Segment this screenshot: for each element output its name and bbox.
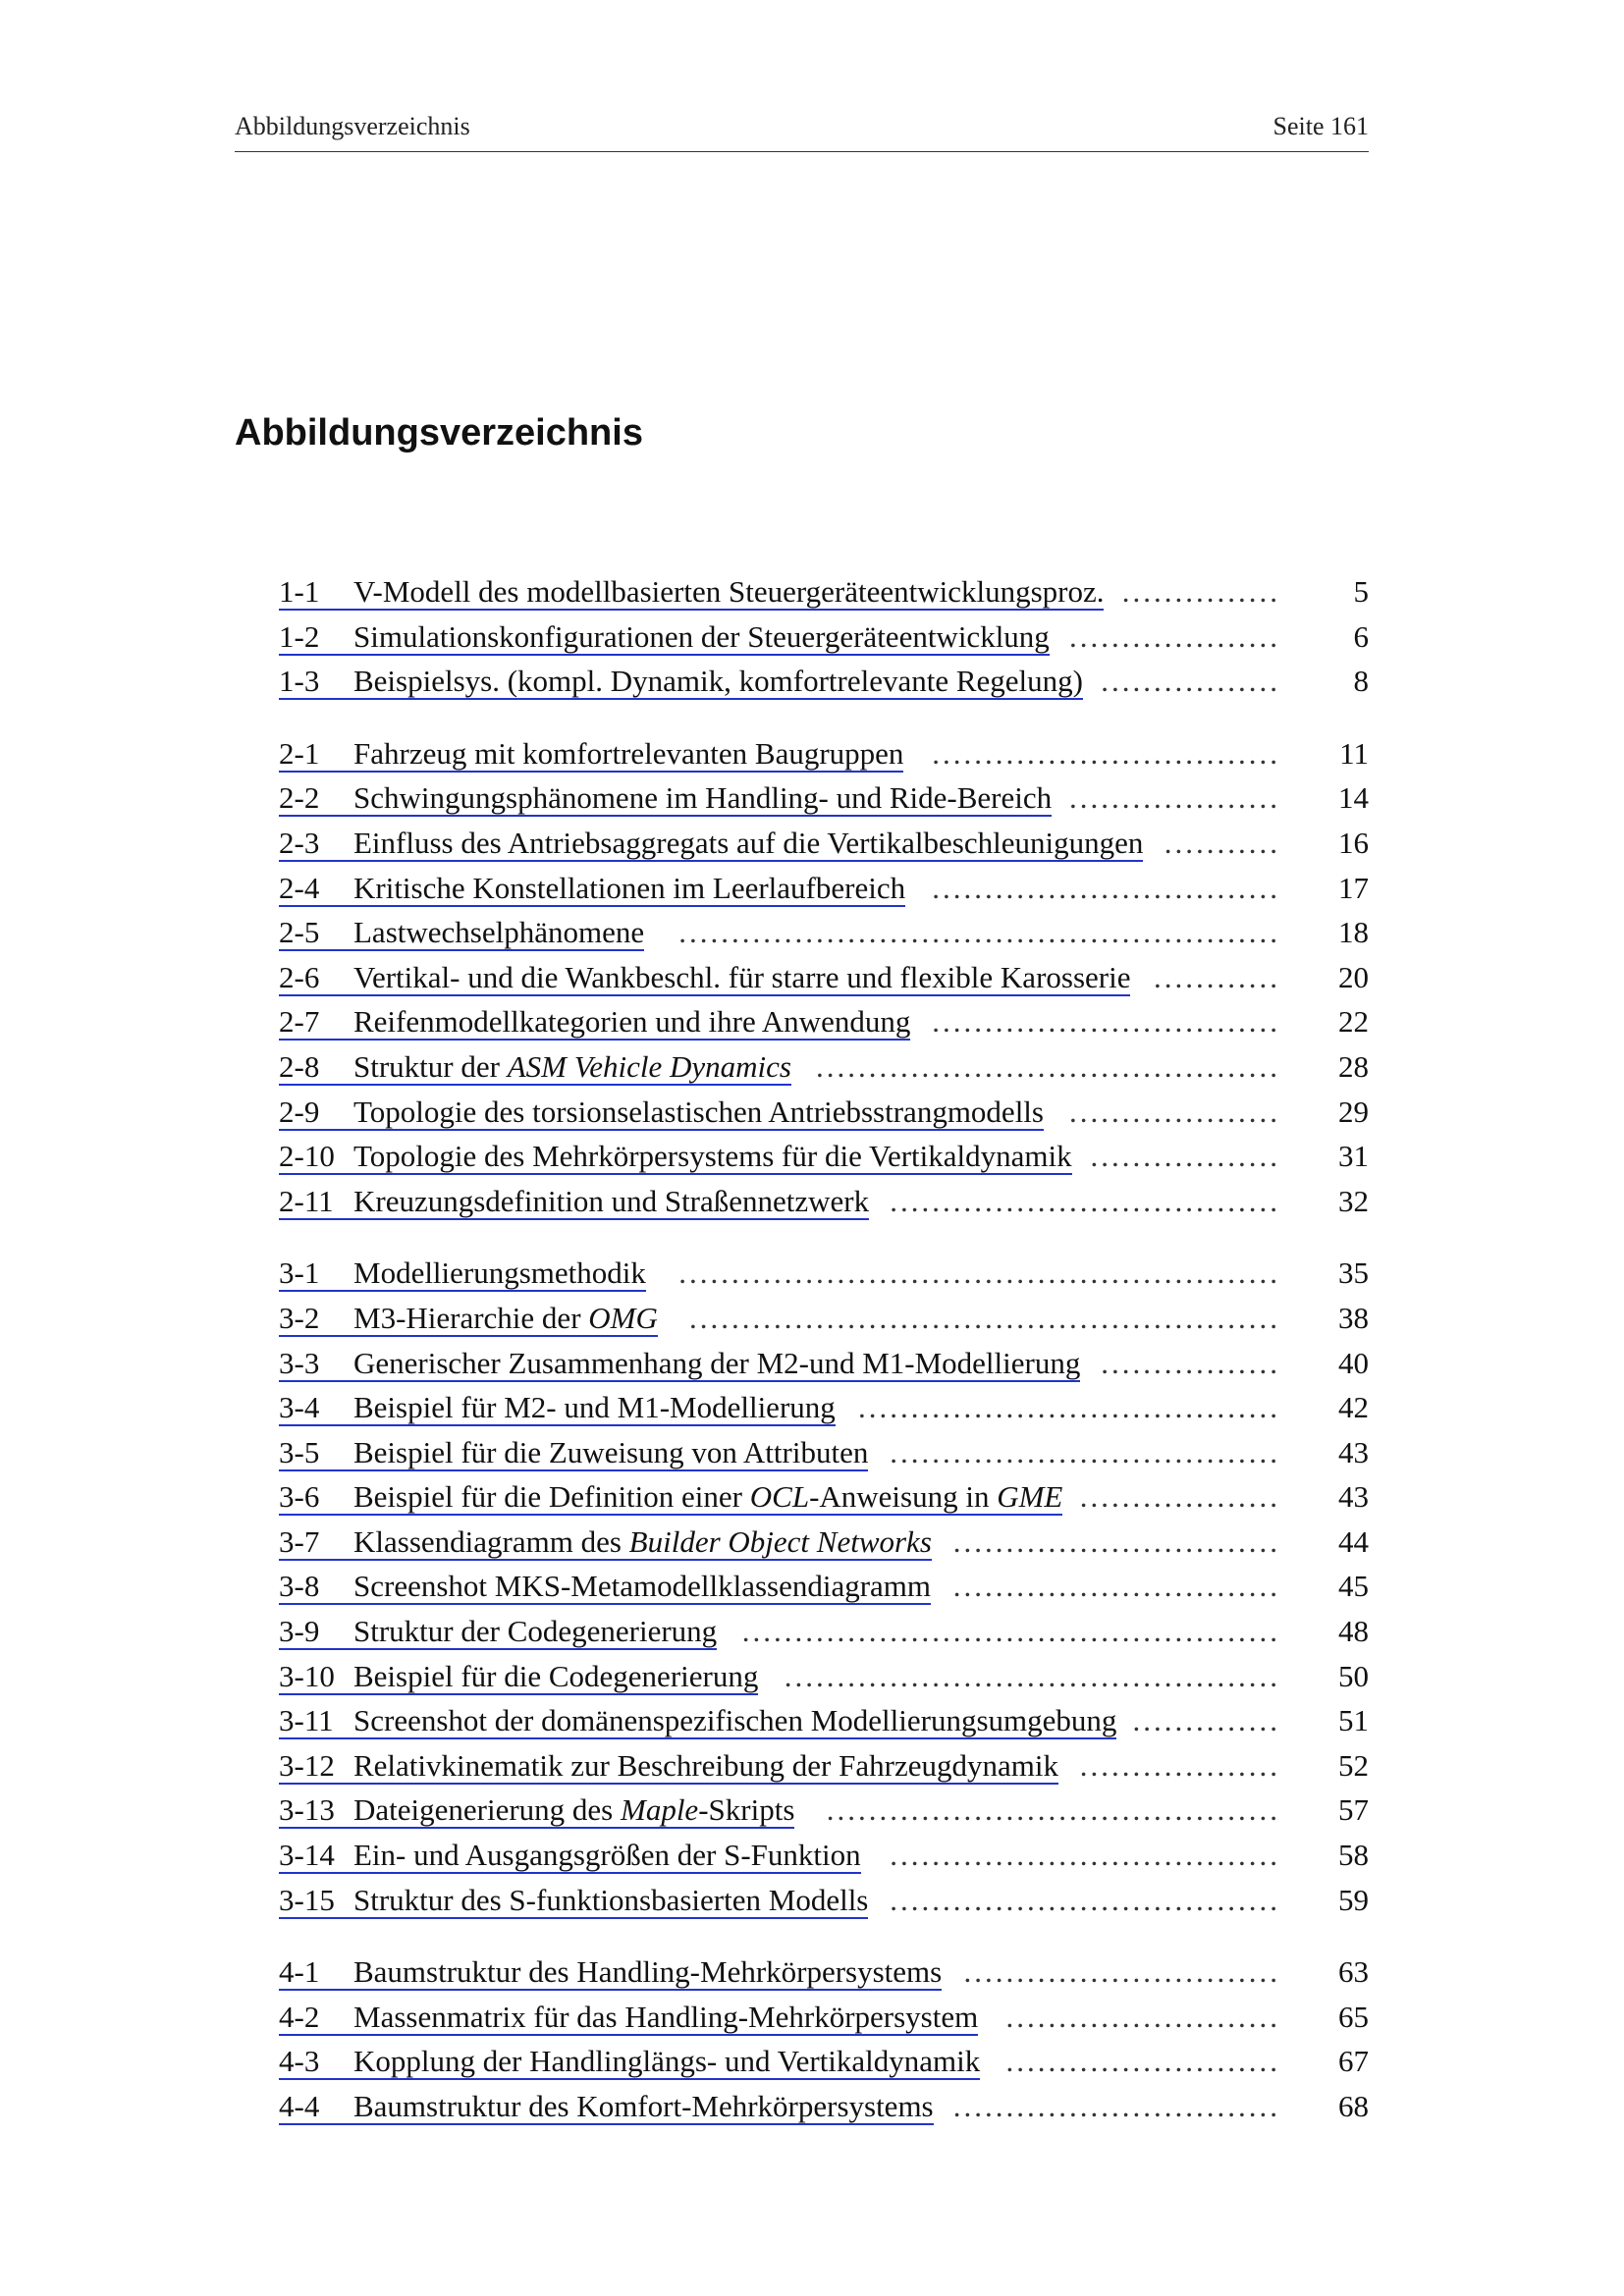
list-of-figures: [279, 575, 1369, 2163]
figure-link[interactable]: [279, 1884, 868, 1919]
figure-link[interactable]: [279, 1525, 932, 1561]
figure-title-segment: Beispiel für die Zuweisung von Attributen: [353, 1434, 869, 1469]
running-header: [235, 112, 1369, 152]
figure-number: 1-3: [279, 664, 320, 699]
figure-number: 3-6: [279, 1479, 320, 1515]
toc-entry: [279, 827, 1369, 872]
toc-entry: [279, 961, 1369, 1006]
dot-leader: .........................................................: [678, 1255, 1280, 1291]
figure-title-segment: Beispielsys. (kompl. Dynamik, komfortrelevante Regelung): [353, 664, 1083, 699]
toc-entry: [279, 1749, 1369, 1794]
figure-title: [353, 1792, 794, 1827]
figure-title-segment: Massenmatrix für das Handling-Mehrkörpersystem: [353, 1999, 979, 2034]
figure-link[interactable]: [279, 2045, 980, 2080]
figure-number: 3-12: [279, 1747, 335, 1783]
figure-title: [353, 1614, 717, 1648]
toc-entry: [279, 1615, 1369, 1660]
dot-leader: ........................................: [858, 1390, 1280, 1425]
figure-link[interactable]: [279, 1955, 942, 1991]
toc-entry: [279, 1005, 1369, 1050]
dot-leader: ........................................................: [689, 1300, 1280, 1335]
dot-leader: ...........: [1164, 825, 1280, 860]
figure-title-segment: Fahrzeug mit komfortrelevanten Baugruppen: [353, 735, 904, 771]
figure-title-segment: Relativkinematik zur Beschreibung der Fahrzeugdynamik: [353, 1747, 1058, 1783]
page-number: 28: [1338, 1048, 1369, 1084]
toc-entry: [279, 737, 1369, 782]
page-number: 42: [1338, 1390, 1369, 1425]
page-number: 45: [1338, 1569, 1369, 1604]
figure-link[interactable]: [279, 1256, 646, 1292]
figure-link[interactable]: [279, 872, 905, 907]
figure-title: [353, 1569, 931, 1603]
figure-title-segment: Vertikal- und die Wankbeschl. für starre und flexible Karosserie: [353, 959, 1131, 994]
figure-link[interactable]: [279, 916, 644, 951]
dot-leader: ....................: [1069, 1094, 1280, 1129]
figure-number: 2-1: [279, 735, 320, 771]
figure-number: 3-11: [279, 1703, 334, 1738]
figure-group: [279, 575, 1369, 710]
figure-title-segment: Beispiel für M2- und M1-Modellierung: [353, 1390, 836, 1425]
figure-number: 3-3: [279, 1345, 320, 1380]
figure-title: [353, 1748, 1058, 1783]
page-number: 44: [1338, 1523, 1369, 1559]
page-number: 43: [1338, 1434, 1369, 1469]
toc-entry: [279, 1050, 1369, 1095]
toc-entry: [279, 1256, 1369, 1302]
dot-leader: ..............: [1132, 1703, 1280, 1738]
toc-entry: [279, 1436, 1369, 1481]
page-number: 17: [1338, 870, 1369, 905]
figure-link[interactable]: [279, 1050, 791, 1086]
page-number: 59: [1338, 1882, 1369, 1917]
figure-number: 4-3: [279, 2044, 320, 2079]
page-number: 8: [1353, 664, 1369, 699]
page-number: 29: [1338, 1094, 1369, 1129]
figure-title-segment: OMG: [588, 1300, 658, 1335]
figure-link[interactable]: [279, 1347, 1080, 1382]
toc-entry: [279, 781, 1369, 827]
figure-title: [353, 915, 644, 949]
dot-leader: ...................: [1079, 1479, 1280, 1515]
page-number: 50: [1338, 1658, 1369, 1693]
dot-leader: ....................: [1069, 618, 1280, 654]
figure-title: [353, 664, 1083, 698]
toc-entry: [279, 1302, 1369, 1347]
toc-entry: [279, 2045, 1369, 2090]
page-number: 5: [1353, 574, 1369, 609]
figure-number: 4-1: [279, 1954, 320, 1990]
figure-title: [353, 619, 1050, 654]
page-number: 40: [1338, 1345, 1369, 1380]
figure-link[interactable]: [279, 1302, 658, 1337]
figure-title: [353, 1255, 646, 1290]
figure-title-segment: Baumstruktur des Komfort-Mehrkörpersystems: [353, 2089, 934, 2123]
page-number: 16: [1338, 825, 1369, 860]
toc-entry: [279, 1140, 1369, 1185]
figure-number: 2-7: [279, 1004, 320, 1040]
figure-number: 3-15: [279, 1882, 335, 1917]
page-number: 51: [1338, 1703, 1369, 1738]
figure-link[interactable]: [279, 1749, 1058, 1785]
figure-title-segment: -Skripts: [698, 1792, 795, 1828]
dot-leader: ...............................................: [784, 1658, 1280, 1693]
figure-number: 3-7: [279, 1523, 320, 1559]
figure-title-segment: Simulationskonfigurationen der Steuergeräteentwicklung: [353, 618, 1050, 654]
figure-number: 2-6: [279, 959, 320, 994]
figure-title-segment: Klassendiagramm des: [353, 1523, 629, 1559]
page-number: 52: [1338, 1747, 1369, 1783]
figure-link[interactable]: [279, 1704, 1116, 1739]
dot-leader: ...................................................: [741, 1614, 1280, 1649]
figure-title: [353, 1139, 1072, 1173]
figure-title-segment: Screenshot MKS-Metamodellklassendiagramm: [353, 1569, 932, 1604]
figure-title: [353, 2089, 934, 2123]
figure-number: 2-5: [279, 915, 320, 950]
figure-number: 3-8: [279, 1569, 320, 1604]
figure-title: [353, 1095, 1044, 1129]
toc-entry: [279, 872, 1369, 917]
dot-leader: ............................................: [816, 1048, 1280, 1084]
figure-title: [353, 1049, 791, 1084]
figure-title-segment: Lastwechselphänomene: [353, 915, 645, 950]
page-number: 65: [1338, 1999, 1369, 2034]
figure-number: 1-1: [279, 574, 320, 609]
page-number: 20: [1338, 959, 1369, 994]
figure-link[interactable]: [279, 1436, 868, 1471]
toc-entry: [279, 575, 1369, 620]
dot-leader: .....................................: [890, 1882, 1280, 1917]
page-number: 63: [1338, 1954, 1369, 1990]
figure-title-segment: Struktur der: [353, 1048, 508, 1084]
figure-title-segment: Generischer Zusammenhang der M2-und M1-Modellierung: [353, 1345, 1081, 1380]
toc-entry: [279, 1095, 1369, 1141]
figure-number: 3-5: [279, 1434, 320, 1469]
figure-link[interactable]: [279, 737, 903, 773]
dot-leader: ....................: [1069, 780, 1280, 816]
figure-link[interactable]: [279, 1480, 1062, 1516]
figure-title-segment: Modellierungsmethodik: [353, 1255, 646, 1291]
figure-title-segment: -Anweisung in: [809, 1479, 998, 1515]
page-number: 11: [1339, 735, 1369, 771]
dot-leader: ..............................: [963, 1954, 1280, 1990]
figure-title-segment: Baumstruktur des Handling-Mehrkörpersystems: [353, 1954, 943, 1990]
figure-title: [353, 871, 905, 905]
figure-link[interactable]: [279, 781, 1052, 817]
toc-entry: [279, 1955, 1369, 2001]
dot-leader: ...............................: [952, 1569, 1280, 1604]
dot-leader: ..........................: [1005, 1999, 1280, 2034]
figure-number: 4-4: [279, 2089, 320, 2123]
figure-number: 3-13: [279, 1792, 335, 1828]
figure-link[interactable]: [279, 1839, 861, 1874]
figure-title: [353, 826, 1143, 860]
figure-link[interactable]: [279, 1185, 869, 1220]
figure-title: [353, 1346, 1080, 1380]
figure-title-segment: Struktur der Codegenerierung: [353, 1614, 718, 1649]
dot-leader: ...........................................: [826, 1792, 1280, 1828]
toc-entry: [279, 2001, 1369, 2046]
figure-number: 3-1: [279, 1255, 320, 1291]
figure-number: 1-2: [279, 618, 320, 654]
figure-link[interactable]: [279, 575, 1104, 611]
toc-entry: [279, 1793, 1369, 1839]
figure-title-segment: Beispiel für die Definition einer: [353, 1479, 750, 1515]
dot-leader: .....................................: [890, 1434, 1280, 1469]
figure-title: [353, 1004, 910, 1039]
figure-title-segment: Schwingungsphänomene im Handling- und Ride-Bereich: [353, 780, 1053, 816]
figure-link[interactable]: [279, 1660, 758, 1695]
figure-link[interactable]: [279, 620, 1050, 656]
figure-number: 2-3: [279, 825, 320, 860]
figure-title: [353, 1390, 836, 1424]
figure-title: [353, 1435, 868, 1469]
figure-title-segment: Topologie des torsionselastischen Antriebsstrangmodells: [353, 1094, 1044, 1129]
dot-leader: .................: [1101, 1345, 1280, 1380]
toc-entry: [279, 1704, 1369, 1749]
figure-title: [353, 1184, 869, 1218]
figure-link[interactable]: [279, 1570, 931, 1605]
toc-entry: [279, 916, 1369, 961]
figure-group: [279, 1955, 1369, 2134]
toc-entry: [279, 1570, 1369, 1615]
figure-link[interactable]: [279, 1793, 794, 1829]
figure-group: [279, 737, 1369, 1230]
figure-title-segment: GME: [997, 1479, 1063, 1515]
figure-title-segment: ASM Vehicle Dynamics: [507, 1048, 791, 1084]
figure-number: 2-11: [279, 1183, 334, 1218]
page-number: 18: [1338, 915, 1369, 950]
figure-link[interactable]: [279, 827, 1143, 862]
toc-entry: [279, 620, 1369, 666]
toc-entry: [279, 1839, 1369, 1884]
page-number: 48: [1338, 1614, 1369, 1649]
figure-title-segment: Ein- und Ausgangsgrößen der S-Funktion: [353, 1838, 861, 1873]
figure-link[interactable]: [279, 1005, 910, 1041]
figure-title-segment: Einfluss des Antriebsaggregats auf die Vertikalbeschleunigungen: [353, 825, 1144, 860]
figure-title: [353, 2000, 978, 2034]
figure-title: [353, 780, 1052, 815]
toc-entry: [279, 1185, 1369, 1230]
toc-entry: [279, 665, 1369, 710]
figure-title-segment: Kopplung der Handlinglängs- und Vertikaldynamik: [353, 2044, 981, 2079]
figure-title: [353, 1479, 1062, 1514]
page-number: 35: [1338, 1255, 1369, 1291]
dot-leader: .........................................................: [678, 915, 1280, 950]
figure-title: [353, 1703, 1116, 1737]
dot-leader: ..................: [1090, 1139, 1280, 1174]
figure-title: [353, 574, 1104, 609]
figure-title-segment: Kreuzungsdefinition und Straßennetzwerk: [353, 1183, 870, 1218]
dot-leader: .................................: [932, 1004, 1280, 1040]
dot-leader: .................: [1101, 664, 1280, 699]
page-number: 68: [1338, 2089, 1369, 2123]
figure-title: [353, 1524, 932, 1559]
dot-leader: .....................................: [890, 1838, 1280, 1873]
figure-title: [353, 1954, 942, 1989]
page-number: 31: [1338, 1139, 1369, 1174]
page-number: 38: [1338, 1300, 1369, 1335]
toc-entry: [279, 1391, 1369, 1436]
figure-title-segment: Builder Object Networks: [628, 1523, 932, 1559]
figure-link[interactable]: [279, 2001, 978, 2036]
figure-title-segment: Beispiel für die Codegenerierung: [353, 1658, 759, 1693]
figure-title: [353, 960, 1130, 994]
dot-leader: ...............................: [952, 2089, 1280, 2123]
figure-title-segment: M3-Hierarchie der: [353, 1300, 589, 1335]
page-number: 43: [1338, 1479, 1369, 1515]
dot-leader: ...............: [1121, 574, 1280, 609]
figure-title: [353, 1883, 868, 1917]
figure-link[interactable]: [279, 1140, 1072, 1175]
dot-leader: ...................: [1079, 1747, 1280, 1783]
dot-leader: .................................: [932, 735, 1280, 771]
dot-leader: ............: [1154, 959, 1280, 994]
figure-title: [353, 2044, 980, 2078]
toc-entry: [279, 1525, 1369, 1571]
page-number: 6: [1353, 618, 1369, 654]
figure-number: 4-2: [279, 1999, 320, 2034]
page-number: 58: [1338, 1838, 1369, 1873]
toc-entry: [279, 1884, 1369, 1929]
toc-entry: [279, 1660, 1369, 1705]
figure-number: 2-9: [279, 1094, 320, 1129]
figure-number: 2-4: [279, 870, 320, 905]
toc-entry: [279, 1480, 1369, 1525]
figure-title-segment: Reifenmodellkategorien und ihre Anwendung: [353, 1004, 911, 1040]
header-section-title: Abbildungsverzeichnis: [235, 112, 470, 140]
figure-title-segment: V-Modell des modellbasierten Steuergeräteentwicklungsproz.: [353, 574, 1105, 609]
figure-number: 2-8: [279, 1048, 320, 1084]
page-title: Abbildungsverzeichnis: [235, 412, 643, 454]
figure-number: 3-14: [279, 1838, 335, 1873]
figure-number: 2-10: [279, 1139, 335, 1174]
figure-title-segment: Struktur des S-funktionsbasierten Modells: [353, 1882, 869, 1917]
figure-link[interactable]: [279, 2090, 934, 2125]
figure-number: 3-9: [279, 1614, 320, 1649]
figure-title-segment: Topologie des Mehrkörpersystems für die Vertikaldynamik: [353, 1139, 1072, 1174]
figure-title-segment: OCL: [749, 1479, 810, 1515]
figure-number: 3-10: [279, 1658, 335, 1693]
figure-title: [353, 1659, 758, 1693]
page-number: 14: [1338, 780, 1369, 816]
figure-number: 3-2: [279, 1300, 320, 1335]
header-page-number: Seite 161: [1272, 112, 1369, 140]
figure-title-segment: Kritische Konstellationen im Leerlaufbereich: [353, 870, 906, 905]
figure-title: [353, 736, 903, 771]
figure-title: [353, 1838, 861, 1872]
dot-leader: .................................: [932, 870, 1280, 905]
figure-link[interactable]: [279, 1615, 717, 1650]
figure-title-segment: Dateigenerierung des: [353, 1792, 621, 1828]
figure-link[interactable]: [279, 961, 1130, 996]
page-number: 32: [1338, 1183, 1369, 1218]
figure-title-segment: Maple: [621, 1792, 699, 1828]
figure-title-segment: Screenshot der domänenspezifischen Modellierungsumgebung: [353, 1703, 1117, 1738]
toc-entry: [279, 1347, 1369, 1392]
figure-group: [279, 1256, 1369, 1928]
dot-leader: ...............................: [952, 1523, 1280, 1559]
page-number: 57: [1338, 1792, 1369, 1828]
dot-leader: ..........................: [1005, 2044, 1280, 2079]
page-number: 67: [1338, 2044, 1369, 2079]
figure-title: [353, 1301, 658, 1335]
toc-entry: [279, 2090, 1369, 2135]
figure-link[interactable]: [279, 1391, 836, 1426]
figure-link[interactable]: [279, 1095, 1044, 1131]
dot-leader: .....................................: [890, 1183, 1280, 1218]
figure-link[interactable]: [279, 665, 1083, 700]
figure-number: 2-2: [279, 780, 320, 816]
figure-number: 3-4: [279, 1390, 320, 1425]
page-number: 22: [1338, 1004, 1369, 1040]
